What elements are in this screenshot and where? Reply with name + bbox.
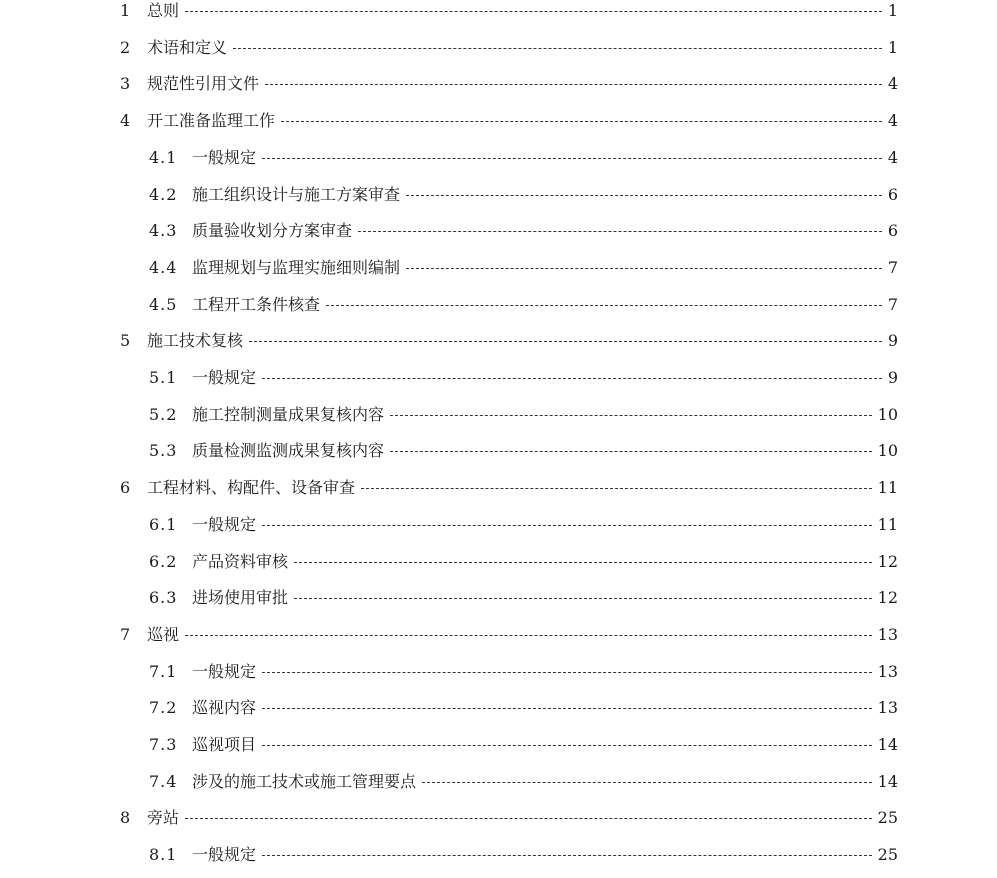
toc-entry-number: 4.3 xyxy=(149,221,178,240)
toc-entry-number: 7.3 xyxy=(149,735,178,754)
toc-entry-page-number: 6 xyxy=(887,221,898,240)
toc-entry-page-number: 13 xyxy=(877,698,898,717)
toc-entry[interactable] xyxy=(0,109,997,133)
toc-entry-number: 7 xyxy=(120,625,131,644)
toc-entry-title: 一般规定 xyxy=(192,845,257,864)
toc-entry-title: 术语和定义 xyxy=(147,38,228,57)
toc-entry-page-number: 9 xyxy=(887,368,898,387)
toc-entry-number: 4.5 xyxy=(149,295,178,314)
toc-entry-number: 6 xyxy=(120,478,131,497)
toc-entry-number: 5.2 xyxy=(149,405,178,424)
toc-entry-page-number: 6 xyxy=(887,185,898,204)
toc-entry-number: 5.1 xyxy=(149,368,178,387)
toc-entry-title: 巡视内容 xyxy=(192,698,257,717)
toc-entry-page-number: 10 xyxy=(877,441,898,460)
toc-leader-line xyxy=(262,378,882,379)
toc-entry-title: 施工技术复核 xyxy=(147,331,244,350)
toc-leader-line xyxy=(390,451,872,452)
toc-leader-line xyxy=(422,782,872,783)
toc-leader-line xyxy=(361,488,872,489)
toc-entry-number: 7.1 xyxy=(149,662,178,681)
toc-entry-title: 总则 xyxy=(147,1,180,20)
toc-entry-page-number: 14 xyxy=(877,735,898,754)
toc-entry-title: 施工控制测量成果复核内容 xyxy=(192,405,385,424)
toc-entry-title: 质量验收划分方案审查 xyxy=(192,221,353,240)
toc-leader-line xyxy=(406,195,882,196)
toc-entry[interactable] xyxy=(0,696,997,720)
toc-entry-title: 质量检测监测成果复核内容 xyxy=(192,441,385,460)
toc-entry-page-number: 13 xyxy=(877,662,898,681)
toc-leader-line xyxy=(326,305,882,306)
toc-leader-line xyxy=(294,598,872,599)
toc-entry-number: 4.2 xyxy=(149,185,178,204)
toc-entry-title: 产品资料审核 xyxy=(192,552,289,571)
toc-entry[interactable] xyxy=(0,770,997,794)
toc-entry-number: 1 xyxy=(120,1,131,20)
toc-entry-title: 巡视项目 xyxy=(192,735,257,754)
toc-leader-line xyxy=(185,11,882,12)
toc-entry[interactable] xyxy=(0,366,997,390)
toc-entry[interactable] xyxy=(0,623,997,647)
toc-leader-line xyxy=(265,84,882,85)
toc-entry-number: 5 xyxy=(120,331,131,350)
toc-entry-page-number: 10 xyxy=(877,405,898,424)
toc-entry[interactable] xyxy=(0,183,997,207)
toc-entry-number: 6.3 xyxy=(149,588,178,607)
toc-leader-line xyxy=(262,745,872,746)
toc-entry-title: 规范性引用文件 xyxy=(147,74,260,93)
toc-entry-page-number: 12 xyxy=(877,552,898,571)
toc-leader-line xyxy=(262,855,872,856)
toc-entry[interactable] xyxy=(0,733,997,757)
toc-entry-number: 3 xyxy=(120,74,131,93)
toc-entry-number: 5.3 xyxy=(149,441,178,460)
toc-entry-page-number: 1 xyxy=(887,1,898,20)
toc-entry[interactable] xyxy=(0,403,997,427)
toc-entry[interactable] xyxy=(0,586,997,610)
toc-entry-title: 施工组织设计与施工方案审查 xyxy=(192,185,401,204)
toc-entry-number: 6.1 xyxy=(149,515,178,534)
toc-entry[interactable] xyxy=(0,843,997,867)
toc-entry-title: 旁站 xyxy=(147,808,180,827)
toc-leader-line xyxy=(185,635,872,636)
toc-entry-title: 一般规定 xyxy=(192,148,257,167)
toc-entry-title: 监理规划与监理实施细则编制 xyxy=(192,258,401,277)
toc-entry-number: 6.2 xyxy=(149,552,178,571)
toc-leader-line xyxy=(294,562,872,563)
toc-entry-number: 4 xyxy=(120,111,131,130)
toc-entry-page-number: 25 xyxy=(877,808,898,827)
toc-entry[interactable] xyxy=(0,293,997,317)
toc-entry-page-number: 4 xyxy=(887,148,898,167)
toc-entry-title: 开工准备监理工作 xyxy=(147,111,276,130)
toc-entry-page-number: 25 xyxy=(877,845,898,864)
toc-entry-title: 一般规定 xyxy=(192,662,257,681)
toc-entry[interactable] xyxy=(0,806,997,830)
toc-entry[interactable] xyxy=(0,0,997,23)
toc-leader-line xyxy=(281,121,882,122)
toc-entry-title: 巡视 xyxy=(147,625,180,644)
toc-entry[interactable] xyxy=(0,219,997,243)
toc-entry-number: 8 xyxy=(120,808,131,827)
toc-entry-title: 一般规定 xyxy=(192,368,257,387)
toc-entry[interactable] xyxy=(0,146,997,170)
toc-leader-line xyxy=(233,48,882,49)
toc-entry[interactable] xyxy=(0,550,997,574)
toc-leader-line xyxy=(358,231,882,232)
toc-entry[interactable] xyxy=(0,476,997,500)
toc-leader-line xyxy=(262,672,872,673)
toc-entry-title: 进场使用审批 xyxy=(192,588,289,607)
toc-entry-title: 工程材料、构配件、设备审查 xyxy=(147,478,356,497)
toc-entry-title: 工程开工条件核查 xyxy=(192,295,321,314)
toc-entry-page-number: 14 xyxy=(877,772,898,791)
toc-entry-title: 涉及的施工技术或施工管理要点 xyxy=(192,772,417,791)
toc-entry-page-number: 9 xyxy=(887,331,898,350)
toc-leader-line xyxy=(390,415,872,416)
toc-leader-line xyxy=(406,268,882,269)
toc-entry-page-number: 11 xyxy=(877,478,898,497)
toc-entry[interactable] xyxy=(0,256,997,280)
toc-entry-page-number: 4 xyxy=(887,74,898,93)
toc-entry-page-number: 4 xyxy=(887,111,898,130)
toc-entry[interactable] xyxy=(0,513,997,537)
toc-entry[interactable] xyxy=(0,660,997,684)
toc-entry-number: 8.1 xyxy=(149,845,178,864)
toc-leader-line xyxy=(262,525,872,526)
toc-entry-number: 4.4 xyxy=(149,258,178,277)
toc-entry-page-number: 13 xyxy=(877,625,898,644)
toc-leader-line xyxy=(249,341,882,342)
toc-entry-page-number: 7 xyxy=(887,258,898,277)
toc-entry[interactable] xyxy=(0,439,997,463)
toc-leader-line xyxy=(262,708,872,709)
toc-entry-page-number: 1 xyxy=(887,38,898,57)
toc-entry-number: 7.4 xyxy=(149,772,178,791)
toc-entry[interactable] xyxy=(0,329,997,353)
toc-entry[interactable] xyxy=(0,72,997,96)
toc-entry-page-number: 7 xyxy=(887,295,898,314)
toc-entry-number: 7.2 xyxy=(149,698,178,717)
toc-entry[interactable] xyxy=(0,36,997,60)
toc-entry-number: 4.1 xyxy=(149,148,178,167)
toc-entry-title: 一般规定 xyxy=(192,515,257,534)
toc-leader-line xyxy=(262,158,882,159)
toc-leader-line xyxy=(185,818,872,819)
toc-entry-number: 2 xyxy=(120,38,131,57)
toc-entry-page-number: 11 xyxy=(877,515,898,534)
toc-entry-page-number: 12 xyxy=(877,588,898,607)
